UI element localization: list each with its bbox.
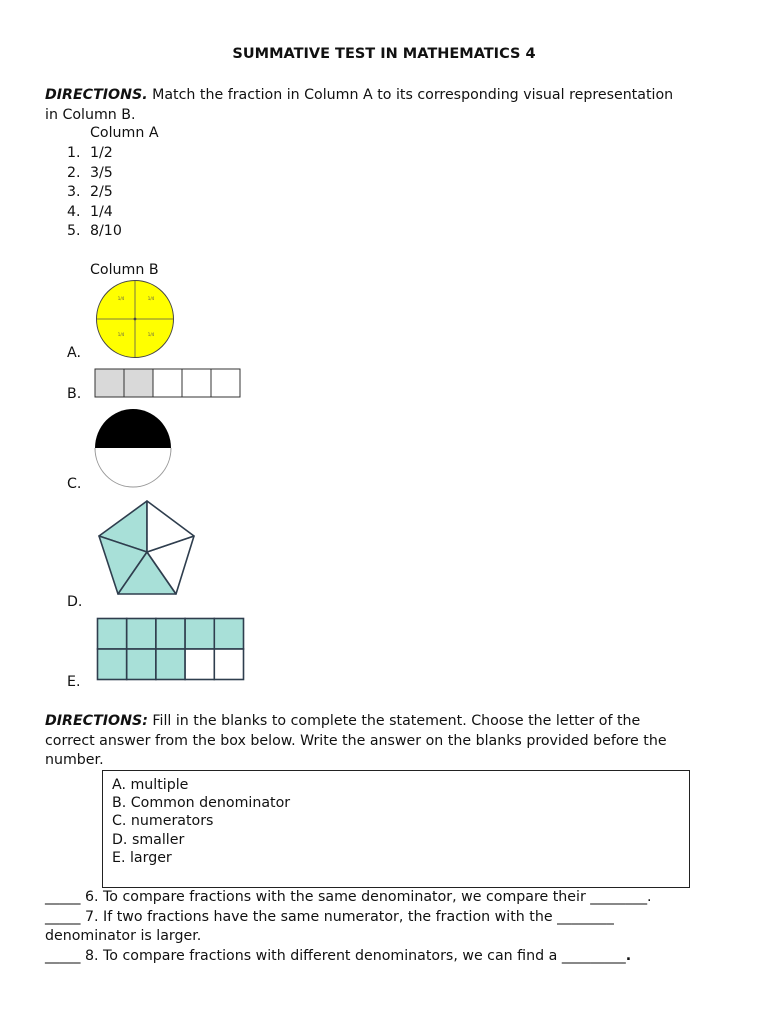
figure-circle-quarters <box>94 280 178 360</box>
directions-text-2: in Column B. <box>45 106 136 123</box>
list-item: C. numerators <box>112 813 214 830</box>
directions-text-2: correct answer from the box below. Write the answer on the blanks provided before the <box>45 732 667 749</box>
quarter-label: 1/4 <box>147 332 155 337</box>
list-item: D. smaller <box>112 831 185 848</box>
choice-letter-c: C. <box>67 476 82 492</box>
figure-pentagon <box>96 498 198 598</box>
list-item: E. larger <box>112 849 172 866</box>
list-item: 1. 1/2 <box>67 145 113 161</box>
quarter-label: 1/4 <box>147 296 155 301</box>
directions-1 <box>45 86 735 125</box>
directions-2 <box>45 712 735 771</box>
directions-label: DIRECTIONS: <box>45 713 148 729</box>
list-item: 3. 2/5 <box>67 184 113 200</box>
list-item: 5. 8/10 <box>67 223 122 239</box>
choice-letter-a: A. <box>67 345 81 361</box>
directions-label: DIRECTIONS. <box>45 87 148 103</box>
directions-text: Fill in the blanks to complete the statement. Choose the letter of the <box>147 713 641 729</box>
directions-text: Match the fraction in Column A to its corresponding visual representation <box>147 87 674 103</box>
list-item: 2. 3/5 <box>67 164 113 181</box>
choice-letter-d: D. <box>67 594 83 610</box>
choice-letter-e: E. <box>67 674 81 690</box>
list-item: 4. 1/4 <box>67 203 113 220</box>
figure-half-circle <box>93 407 173 489</box>
list-item: A. multiple <box>112 777 189 793</box>
question-7: _____ 7. If two fractions have the same numerator, the fraction with the ________ <box>45 908 614 925</box>
column-a-heading: Column A <box>90 125 159 141</box>
questions <box>45 888 652 966</box>
column-a-list <box>67 144 122 242</box>
column-b-heading: Column B <box>90 262 159 278</box>
answer-choices <box>112 776 290 867</box>
quarter-label: 1/4 <box>117 332 125 337</box>
page-title: SUMMATIVE TEST IN MATHEMATICS 4 <box>232 46 536 62</box>
figure-strip <box>94 368 242 399</box>
figure-grid <box>96 617 246 682</box>
directions-text-3: number. <box>45 752 104 768</box>
question-6: _____ 6. To compare fractions with the same denominator, we compare their ________. <box>45 889 652 905</box>
quarter-label: 1/4 <box>117 296 125 301</box>
question-8: _____ 8. To compare fractions with different denominators, we can find a _________. <box>45 947 632 964</box>
question-7-cont: denominator is larger. <box>45 928 202 944</box>
choice-letter-b: B. <box>67 386 82 402</box>
list-item: B. Common denominator <box>112 795 291 812</box>
